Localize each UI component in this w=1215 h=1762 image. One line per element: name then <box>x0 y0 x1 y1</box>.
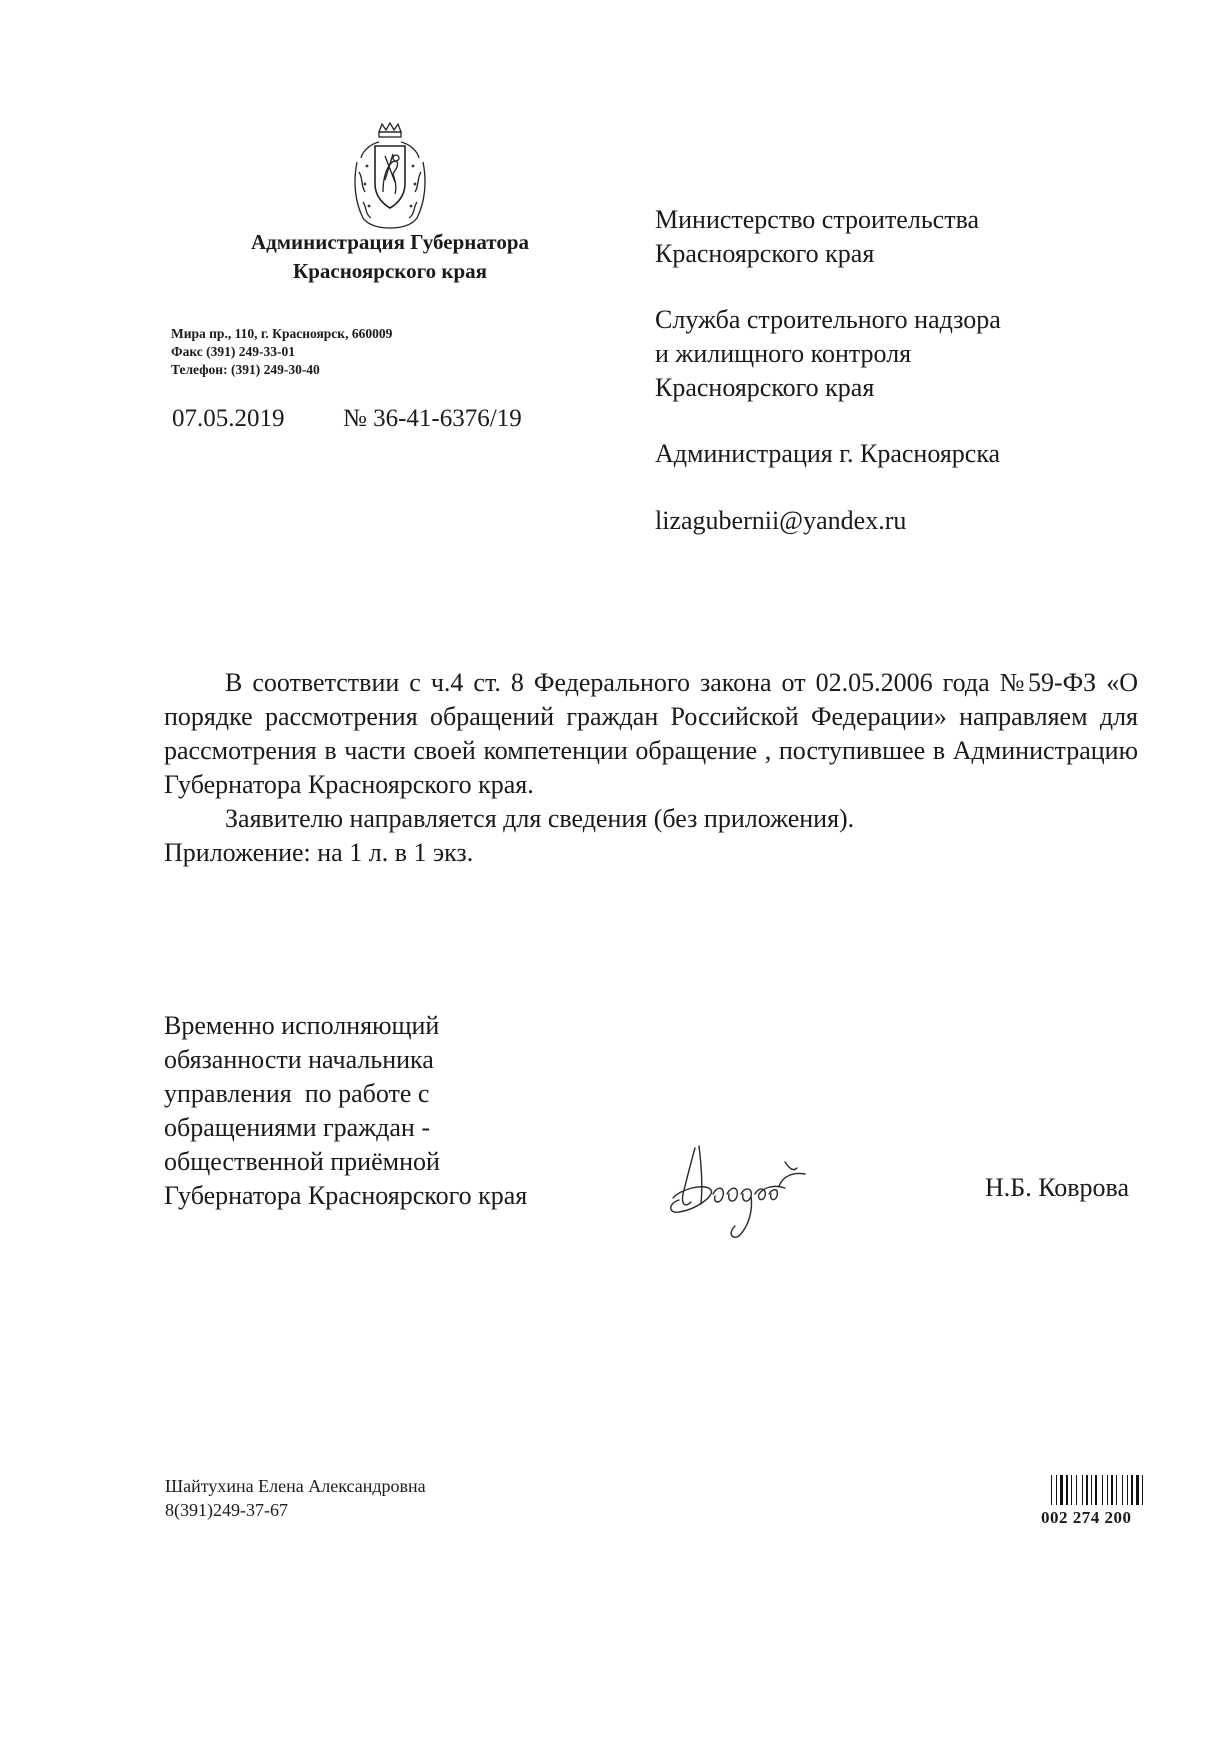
barcode-bar <box>1071 1475 1072 1505</box>
body-paragraph-main: В соответствии с ч.4 ст. 8 Федерального закона от 02.05.2006 года №59-ФЗ «О порядке рассмотрения обращений граждан Российской Федерации» направляем для рассмотрения в части своей компетенции обращение , поступившее в Администрацию Губернатора Красноярского края. <box>164 668 1138 799</box>
recipient-city-administration: Администрация г. Красноярска <box>655 439 1001 468</box>
coat-of-arms-icon <box>349 122 431 230</box>
barcode-bar <box>1086 1475 1088 1505</box>
recipient-ministry <box>655 203 1001 271</box>
barcode-bar <box>1142 1475 1143 1505</box>
barcode-bar <box>1127 1475 1128 1505</box>
barcode-bar <box>1091 1475 1092 1505</box>
executor-info <box>165 1474 426 1522</box>
barcode-bar <box>1082 1475 1083 1505</box>
recipient-email: lizagubernii@yandex.ru <box>655 506 907 535</box>
position-line: обращениями граждан - <box>164 1113 430 1142</box>
address: Мира пр., 110, г. Красноярск, 660009 <box>171 326 393 341</box>
barcode-bar <box>1051 1475 1052 1505</box>
signer-name: Н.Б. Коврова <box>985 1173 1130 1202</box>
barcode-icon <box>1051 1475 1147 1505</box>
position-line: общественной приёмной <box>164 1147 440 1176</box>
handwritten-signature <box>665 1142 825 1240</box>
recipient-line: и жилищного контроля <box>655 339 912 368</box>
body-paragraph-notice: Заявителю направляется для сведения (без приложения). <box>225 804 855 833</box>
recipient-line: Красноярского края <box>655 239 875 268</box>
organization-contacts <box>171 325 392 379</box>
organization-name-line1: Администрация Губернатора <box>250 230 530 254</box>
barcode-bar <box>1060 1475 1063 1505</box>
registration-number: № 36-41-6376/19 <box>343 405 522 432</box>
barcode-bar <box>1056 1475 1057 1505</box>
barcode-bar <box>1107 1475 1108 1505</box>
barcode-bar <box>1122 1475 1123 1505</box>
recipient-line: Красноярского края <box>655 373 875 402</box>
registration-date: 07.05.2019 <box>172 405 285 432</box>
barcode-bar <box>1131 1475 1133 1505</box>
barcode-bar <box>1136 1475 1139 1505</box>
organization-name-line2: Красноярского края <box>292 259 487 283</box>
barcode-bar <box>1095 1475 1097 1505</box>
signatory-position <box>164 1009 614 1213</box>
phone: Телефон: (391) 249-30-40 <box>171 362 320 377</box>
barcode-bar <box>1111 1475 1113 1505</box>
attachment-note: Приложение: на 1 л. в 1 экз. <box>164 838 474 867</box>
barcode-bar <box>1116 1475 1117 1505</box>
recipient-line: Служба строительного надзора <box>655 305 1001 334</box>
barcode-bar <box>1066 1475 1068 1505</box>
executor-name: Шайтухина Елена Александровна <box>165 1476 426 1496</box>
recipient-supervision-service <box>655 303 1001 405</box>
recipient-line: Министерство строительства <box>655 205 980 234</box>
barcode-bar <box>1076 1475 1077 1505</box>
fax: Факс (391) 249-33-01 <box>171 344 296 359</box>
letter-body <box>164 666 1138 870</box>
executor-phone: 8(391)249-37-67 <box>165 1500 288 1520</box>
position-line: управления по работе с <box>164 1079 430 1108</box>
position-line: Губернатора Красноярского края <box>164 1181 528 1210</box>
barcode-number: 002 274 200 <box>1041 1508 1132 1527</box>
recipients-list <box>655 203 1001 571</box>
barcode-bar <box>1102 1475 1103 1505</box>
position-line: Временно исполняющий <box>164 1011 440 1040</box>
organization-name <box>200 228 580 286</box>
position-line: обязанности начальника <box>164 1045 434 1074</box>
